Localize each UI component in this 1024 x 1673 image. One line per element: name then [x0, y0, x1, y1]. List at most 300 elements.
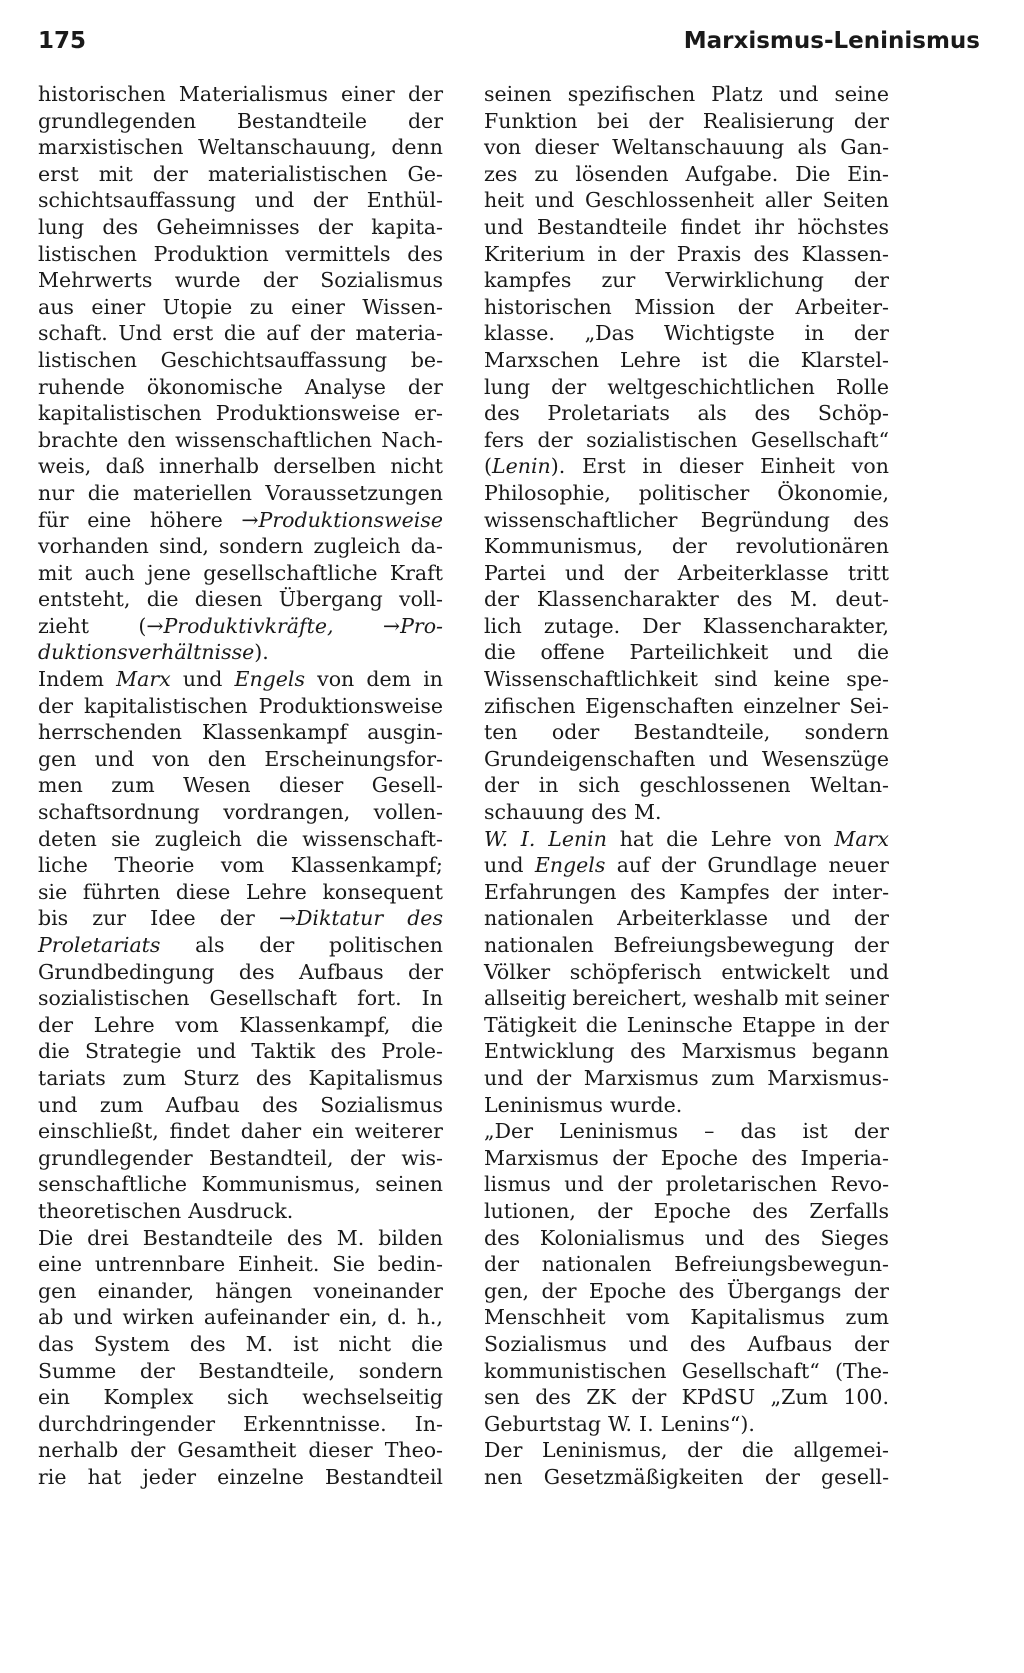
word: dieser	[308, 1438, 373, 1463]
text-line	[38, 932, 443, 959]
word: Theorie	[114, 853, 195, 878]
word: in	[423, 667, 443, 692]
word: listischen	[38, 347, 137, 372]
word: Etappe	[741, 1012, 816, 1037]
word: den	[207, 746, 247, 771]
word: Aufbau	[165, 1092, 240, 1117]
word: Praxis	[676, 241, 742, 266]
text-line	[484, 134, 889, 161]
text-line	[38, 161, 443, 188]
word: einer	[91, 294, 146, 319]
word: zu	[249, 294, 274, 319]
word: Grundlage	[707, 853, 818, 878]
word: und	[254, 188, 295, 213]
word: die	[585, 1012, 618, 1037]
word: Wesenszüge	[761, 746, 889, 771]
word: den	[127, 427, 166, 452]
text-line	[38, 639, 443, 666]
running-head: Marxismus-Leninismus	[683, 28, 980, 54]
word: der	[853, 1331, 889, 1356]
word: kommunistischen	[484, 1358, 667, 1383]
word: der	[853, 906, 889, 931]
word: begann	[811, 1039, 889, 1064]
word: Kampfes	[679, 879, 770, 904]
word: Bestandteil	[325, 1464, 443, 1489]
text-line	[38, 1384, 443, 1411]
word: ist	[701, 347, 728, 372]
word: der	[484, 1252, 520, 1277]
word: Enthül-	[366, 188, 443, 213]
word: der	[631, 1385, 667, 1410]
text-line	[38, 1038, 443, 1065]
text-line	[38, 613, 443, 640]
text-line	[38, 772, 443, 799]
text-line	[484, 772, 889, 799]
word: Menschheit	[484, 1305, 606, 1330]
word: denn	[391, 135, 443, 160]
word: Kommunismus,	[484, 534, 644, 559]
word: nicht	[390, 454, 443, 479]
word: sind,	[158, 534, 209, 559]
word: der	[597, 1198, 633, 1223]
word: Marx	[834, 826, 889, 851]
word: I.	[520, 826, 536, 851]
word: in	[804, 321, 825, 346]
word: vom	[175, 1012, 219, 1037]
word: durchdringender	[38, 1411, 216, 1436]
word: neuer	[828, 853, 889, 878]
word: in	[597, 241, 618, 266]
word: wissenschaft-	[302, 826, 443, 851]
word: Leninismus,	[542, 1438, 668, 1463]
text-line	[484, 666, 889, 693]
word: zutage.	[543, 613, 621, 638]
word: Einheit.	[238, 1252, 320, 1277]
word: historischen	[38, 82, 166, 106]
text-line	[38, 1012, 443, 1039]
text-line	[484, 959, 889, 986]
word: historischen	[484, 294, 612, 319]
word: Analyse	[304, 374, 386, 399]
word: deut-	[835, 587, 889, 612]
text-line	[484, 1251, 889, 1278]
word: Sturz	[182, 1065, 240, 1090]
word: zugleich	[313, 534, 401, 559]
text-line	[38, 1225, 443, 1252]
word: Voraussetzungen	[265, 480, 443, 505]
word: dieser	[279, 773, 344, 798]
word: einzelne	[217, 1464, 304, 1489]
word: Schöp-	[817, 401, 889, 426]
word: innerhalb	[158, 454, 259, 479]
word: Aufgabe.	[685, 161, 779, 186]
word: Wichtigste	[664, 321, 775, 346]
word: wurde.	[609, 1092, 683, 1117]
text-line	[484, 320, 889, 347]
word: des	[630, 879, 666, 904]
word: I.	[639, 1411, 654, 1436]
word: gen,	[484, 1278, 529, 1303]
word: schauung	[484, 800, 585, 825]
word: als	[797, 135, 827, 160]
word: Erkenntnisse.	[243, 1411, 387, 1436]
word: bei	[596, 108, 629, 133]
word: (→Produktivkräfte,	[138, 613, 334, 638]
word: des	[678, 1278, 715, 1303]
word: mit	[98, 161, 133, 186]
word: ein	[311, 1119, 344, 1144]
text-line	[38, 214, 443, 241]
word: Indem	[38, 667, 104, 692]
word: theoretischen	[38, 1198, 182, 1223]
word: erst	[38, 161, 79, 186]
word: schaftsordnung	[38, 800, 200, 825]
word: Bestandteile,	[633, 720, 771, 745]
word: materiellen	[132, 480, 252, 505]
word: Völker	[484, 959, 551, 984]
word: politischen	[329, 933, 443, 957]
text-line	[484, 241, 889, 268]
text-line	[38, 1464, 443, 1491]
word: derselben	[273, 454, 376, 479]
word: und	[73, 1305, 113, 1330]
word: liche	[38, 853, 88, 878]
word: wissenschaftlichen	[175, 427, 372, 452]
word: geschlossenen	[639, 773, 791, 798]
word: der	[853, 1119, 889, 1144]
word: seiner	[824, 986, 889, 1011]
word: Aufbaus	[298, 959, 384, 984]
word: erst	[172, 321, 214, 346]
text-line	[38, 879, 443, 906]
word: Klassenkampf,	[239, 1012, 391, 1037]
word: der	[853, 268, 889, 293]
word: des	[102, 214, 139, 239]
word: und	[564, 1172, 604, 1197]
word: Und	[118, 321, 162, 346]
text-line	[38, 187, 443, 214]
word: Erfahrungen	[484, 879, 617, 904]
word: Bestandteile	[142, 1225, 273, 1250]
word: weltgeschichtlichen	[607, 374, 815, 399]
word: sen	[484, 1385, 520, 1410]
word: zum	[845, 1305, 889, 1330]
text-line	[484, 586, 889, 613]
word: Leninsche	[626, 1012, 733, 1037]
word: des	[535, 1385, 571, 1410]
word: Sei-	[849, 693, 889, 718]
word: Summe	[38, 1358, 117, 1383]
word: der	[541, 1278, 577, 1303]
word: die	[748, 347, 780, 372]
word: Klassencharakter	[536, 587, 719, 612]
right-column	[484, 81, 889, 1490]
word: In	[421, 986, 443, 1011]
text-line	[484, 81, 889, 108]
word: als	[697, 401, 727, 426]
word: der	[764, 1464, 800, 1489]
word: „Der	[484, 1119, 533, 1144]
text-line	[38, 374, 443, 401]
text-line	[484, 1278, 889, 1305]
text-line	[38, 241, 443, 268]
word: mit	[784, 986, 819, 1011]
word: nicht	[338, 1331, 392, 1356]
text-line	[38, 1198, 443, 1225]
word: Komplex	[103, 1385, 194, 1410]
word: des	[407, 906, 443, 931]
word: in	[642, 454, 663, 479]
word: nationalen	[484, 933, 594, 957]
word: bis	[38, 906, 69, 931]
text-line	[38, 666, 443, 693]
word: „Zum	[770, 1385, 828, 1410]
text-line	[484, 1437, 889, 1464]
text-line	[38, 586, 443, 613]
word: sich	[578, 773, 620, 798]
word: herrschenden	[38, 720, 182, 745]
word: auf	[616, 853, 650, 878]
word: eine	[38, 1252, 83, 1277]
word: die	[666, 826, 698, 851]
word: vollen-	[373, 800, 443, 825]
text-line	[484, 560, 889, 587]
word: einer	[340, 82, 395, 106]
word: Ge-	[407, 161, 443, 186]
word: Epoche	[588, 1278, 667, 1303]
word: wis-	[401, 1145, 443, 1170]
word: tariats	[38, 1065, 106, 1090]
word: von	[784, 826, 822, 851]
word: die	[411, 1331, 443, 1356]
word: einschließt,	[38, 1119, 159, 1144]
word: zur	[92, 906, 127, 931]
word: und	[708, 746, 749, 771]
word: der	[484, 587, 520, 612]
word: zes	[484, 161, 518, 186]
word: die	[411, 1012, 443, 1037]
text-line	[38, 81, 443, 108]
word: Imperia-	[800, 1145, 889, 1170]
word: Weltanschauung	[612, 135, 785, 160]
word: wurde	[174, 268, 241, 293]
word: für	[38, 507, 69, 532]
word: fort.	[357, 986, 402, 1011]
text-line	[484, 746, 889, 773]
word: höhere	[149, 507, 223, 532]
word: zugleich	[154, 826, 242, 851]
word: sich	[226, 1385, 269, 1410]
word: des	[484, 1225, 520, 1250]
word: weshalb	[693, 986, 779, 1011]
word: von	[317, 667, 355, 692]
text-line	[484, 1171, 889, 1198]
text-line	[484, 693, 889, 720]
word: Leninismus	[559, 1119, 679, 1144]
word: Gan-	[840, 135, 889, 160]
word: Geschlossenheit	[584, 188, 755, 213]
text-line	[484, 852, 889, 879]
word: →Diktatur	[278, 906, 384, 931]
text-line	[484, 480, 889, 507]
word: der	[536, 1065, 572, 1090]
word: Lehre	[620, 347, 681, 372]
word: Ein-	[847, 161, 889, 186]
word: untrennbare	[94, 1252, 226, 1277]
word: Geheimnisses	[156, 214, 300, 239]
word: Theo-	[384, 1438, 443, 1463]
word: keine	[773, 667, 831, 692]
word: 100.	[843, 1385, 889, 1410]
word: einander,	[97, 1278, 195, 1303]
word: der	[38, 693, 74, 718]
text-line	[484, 1065, 889, 1092]
word: Lehre	[710, 826, 772, 851]
word: nationalen	[484, 906, 594, 931]
word: Engels	[534, 853, 606, 878]
text-line	[484, 1198, 889, 1225]
word: der	[537, 427, 573, 452]
word: seinen	[375, 1172, 443, 1197]
text-line	[38, 507, 443, 534]
word: ihr	[754, 214, 784, 239]
word: Marxismus	[681, 1039, 797, 1064]
text-line	[38, 108, 443, 135]
word: heit	[484, 188, 525, 213]
word: zum	[122, 1065, 167, 1090]
text-line	[38, 480, 443, 507]
word: In-	[414, 1411, 443, 1436]
word: be-	[410, 347, 443, 372]
word: und	[484, 853, 524, 878]
word: der	[687, 1438, 723, 1463]
word: Befreiungsbewegun-	[674, 1252, 889, 1277]
text-line	[38, 799, 443, 826]
word: Marxismus	[583, 1065, 699, 1090]
word: senschaftliche	[38, 1172, 188, 1197]
word: Übergang	[278, 587, 383, 612]
text-line	[484, 161, 889, 188]
word: Utopie	[162, 294, 233, 319]
word: ein,	[339, 1305, 378, 1330]
word: hängen	[215, 1278, 293, 1303]
word: Prole-	[381, 1039, 443, 1064]
word: drei	[87, 1225, 129, 1250]
text-line	[484, 932, 889, 959]
word: Kriterium	[484, 241, 586, 266]
word: des	[255, 1065, 292, 1090]
word: höchstes	[797, 214, 889, 239]
word: des	[754, 401, 791, 426]
word: sondern	[804, 720, 889, 745]
word: daß	[105, 454, 145, 479]
word: in	[824, 1012, 845, 1037]
word: Sie	[332, 1252, 366, 1277]
text-line	[484, 1304, 889, 1331]
word: M.	[633, 800, 662, 825]
word: Gesell-	[371, 773, 443, 798]
word: zum	[711, 1065, 755, 1090]
word: Bestandteile	[236, 108, 368, 133]
word: des	[630, 1039, 666, 1064]
word: die	[87, 480, 120, 505]
word: der	[407, 374, 443, 399]
text-line	[484, 613, 889, 640]
text-line	[484, 1145, 889, 1172]
word: und	[628, 1331, 669, 1356]
word: Produktion	[153, 241, 269, 266]
word: Bestandteile	[536, 214, 668, 239]
word: Produktionsweise	[215, 401, 401, 426]
word: der	[219, 906, 255, 931]
word: der	[853, 933, 889, 957]
word: materia-	[355, 321, 443, 346]
word: die	[857, 640, 889, 665]
word: der	[612, 1145, 648, 1170]
text-line	[484, 879, 889, 906]
word: er-	[414, 401, 443, 426]
text-line	[38, 1437, 443, 1464]
word: tritt	[847, 560, 889, 585]
word: der	[629, 241, 665, 266]
text-line	[38, 959, 443, 986]
word: Weltan-	[810, 773, 889, 798]
word: und	[791, 906, 831, 931]
word: materialistischen	[207, 161, 388, 186]
word: Sozialismus	[320, 1092, 443, 1117]
text-line	[38, 905, 443, 932]
word: zum	[99, 1092, 144, 1117]
word: (The-	[835, 1358, 889, 1383]
word: der	[312, 188, 348, 213]
text-line	[38, 1065, 443, 1092]
word: hat	[87, 1464, 122, 1489]
word: brachte	[38, 427, 119, 452]
word: und	[704, 1225, 745, 1250]
word: und	[94, 746, 135, 771]
word: aufeinander	[203, 1305, 330, 1330]
text-line	[38, 400, 443, 427]
word: der	[853, 1278, 889, 1303]
word: sondern	[358, 1358, 443, 1383]
word: jene	[147, 560, 191, 585]
word: und	[534, 188, 575, 213]
word: die	[223, 321, 256, 346]
word: nerhalb	[38, 1438, 119, 1463]
page-header	[38, 28, 986, 68]
word: W.	[484, 826, 509, 851]
word: Philosophie,	[484, 480, 611, 505]
word: ist	[802, 1119, 828, 1144]
word: grundlegenden	[38, 108, 197, 133]
word: des	[189, 1331, 226, 1356]
text-line	[38, 1278, 443, 1305]
word: die	[741, 1438, 774, 1463]
word: „Das	[584, 321, 635, 346]
word: der	[349, 1145, 386, 1170]
word: Geburtstag	[484, 1411, 601, 1436]
word: voll-	[398, 587, 443, 612]
word: und	[484, 214, 524, 239]
word: duktionsverhältnisse).	[38, 640, 269, 665]
word: Sieges	[820, 1225, 889, 1250]
word: M.	[336, 1225, 365, 1250]
text-line	[38, 427, 443, 454]
word: der	[623, 560, 659, 585]
word: und	[793, 640, 833, 665]
word: Grundeigenschaften	[484, 746, 696, 771]
word: der	[317, 214, 353, 239]
